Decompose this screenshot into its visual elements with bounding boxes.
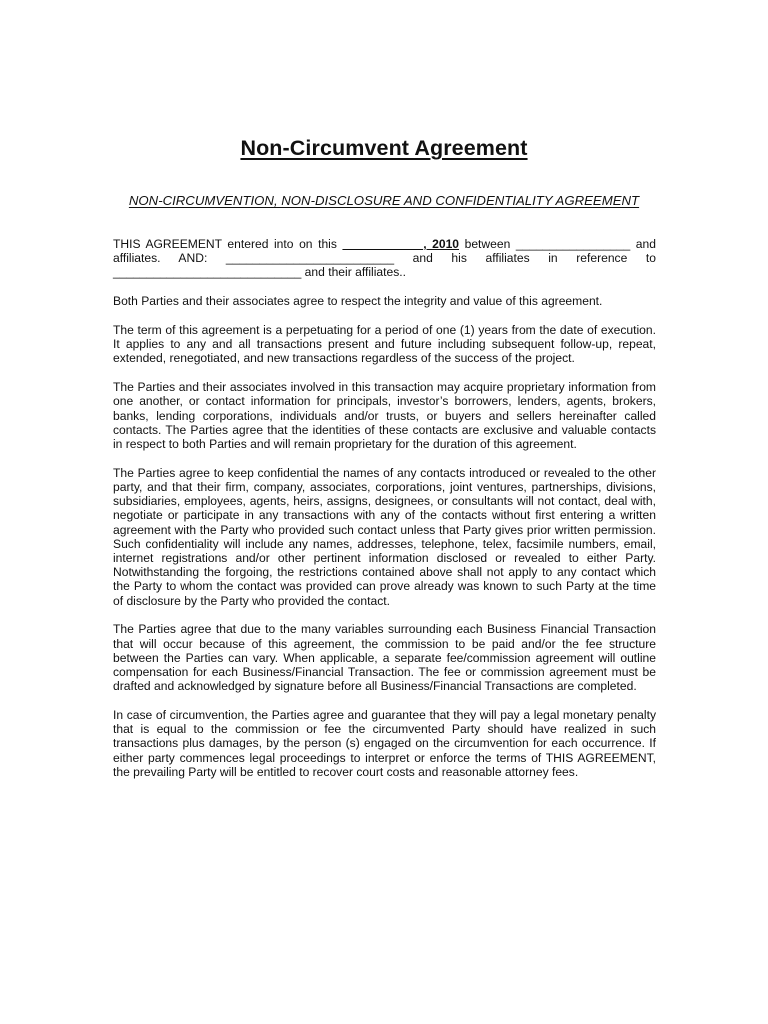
paragraph-proprietary-contacts: The Parties and their associates involved in this transaction may acquire proprietary information from one another, or contact information for principals, investor’s borrowers, lenders, agents, brokers, banks, lending corporations, individuals and/or trusts, or buyers and sellers hereinafter called contacts. The Parties agree that the identities of these contacts are exclusive and valuable contacts in respect to both Parties and will remain proprietary for the duration of this agreement. [113,380,656,452]
agreement-date-blank: ____________, 2010 [342,237,460,251]
paragraph-commission: The Parties agree that due to the many variables surrounding each Business Financial Transaction that will occur because of this agreement, the commission to be paid and/or the fee structure between the Parties can vary. When applicable, a separate fee/commission agreement will outline compensation for each Business/Financial Transaction. The fee or commission agreement must be drafted and acknowledged by signature before all Business/Financial Transactions are completed. [113,622,656,694]
intro-text-end: between _________________ and affiliates. AND: _________________________ and his affiliates in reference to ____________________________ and their affiliates.. [113,237,656,280]
intro-paragraph [113,237,656,280]
paragraph-term: The term of this agreement is a perpetuating for a period of one (1) years from the date of execution. It applies to any and all transactions present and future including subsequent follow-up, repeat, extended, renegotiated, and new transactions regardless of the success of the project. [113,323,656,366]
document-title: Non-Circumvent Agreement [240,136,528,160]
document-body [113,237,656,794]
paragraph-circumvention-penalty: In case of circumvention, the Parties agree and guarantee that they will pay a legal monetary penalty that is equal to the commission or fee the circumvented Party should have realized in such transactions plus damages, by the person (s) engaged on the circumvention for each occurrence. If either party commences legal proceedings to interpret or enforce the terms of THIS AGREEMENT, the prevailing Party will be entitled to recover court costs and reasonable attorney fees. [113,708,656,779]
intro-text-start: THIS AGREEMENT entered into on this [113,237,343,251]
paragraph-confidentiality: The Parties agree to keep confidential the names of any contacts introduced or revealed to the other party, and that their firm, company, associates, corporations, joint ventures, partnerships, divisions, subsidiaries, employees, agents, heirs, assigns, designees, or consultants will not contact, deal with, negotiate or participate in any transactions with any of the contacts without first entering a written agreement with the Party who provided such contact unless that Party gives prior written permission. Such confidentiality will include any names, addresses, telephone, telex, facsimile numbers, email, internet registrations and/or other pertinent information disclosed or revealed to either Party. Notwithstanding the forgoing, the restrictions contained above shall not apply to any contact which the Party to whom the contact was provided can prove already was known to such Party at the time of disclosure by the Party who provided the contact. [113,465,656,608]
paragraph-integrity: Both Parties and their associates agree to respect the integrity and value of this agreement. [113,294,603,309]
document-subtitle: NON-CIRCUMVENTION, NON-DISCLOSURE AND CONFIDENTIALITY AGREEMENT [128,193,640,208]
